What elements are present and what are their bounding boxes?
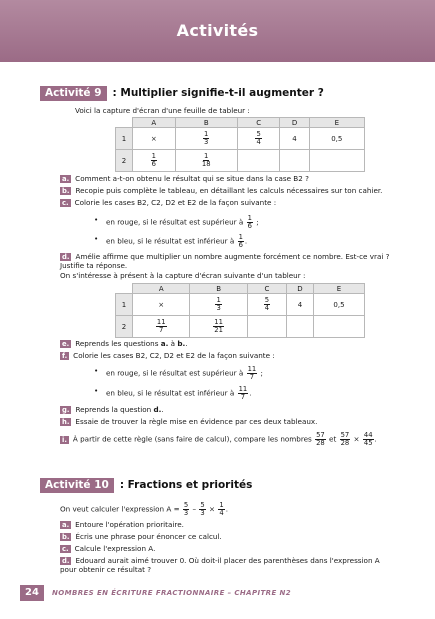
table-row [116, 128, 365, 150]
question-10c: c. Calcule l'expression A. [62, 544, 156, 553]
question-9b: b. Recopie puis complète le tableau, en détaillant les calculs nécessaires sur ton cahier. [62, 186, 383, 195]
cell-a2: $\frac{11}{7}$ [133, 316, 190, 338]
cell-d2 [280, 150, 309, 172]
cell-e2 [309, 150, 364, 172]
table-row [116, 150, 365, 172]
activity-10-intro: On veut calculer l'expression A = $\frac{5}{3}$ – $\frac{5}{3}$ × $\frac{1}{4}$ . [60, 501, 228, 517]
row-header: 1 [116, 294, 133, 316]
activity-10-badge: Activité 10 [40, 478, 114, 493]
page-number: 24 [20, 585, 44, 601]
column-header: E [313, 284, 364, 294]
cell-a1: × [133, 128, 176, 150]
chapter-title: NOMBRES EN ÉCRITURE FRACTIONNAIRE – CHAPITRE N2 [52, 589, 292, 597]
activity-9-intro-2: On s'intéresse à présent à la capture d'écran suivante d'un tableur : [60, 271, 306, 280]
column-header: D [287, 284, 314, 294]
question-9h: h. Essaie de trouver la règle mise en évidence par ces deux tableaux. [62, 417, 318, 426]
spreadsheet-table-1 [115, 117, 365, 172]
row-header: 2 [116, 316, 133, 338]
column-header: A [133, 118, 176, 128]
question-9c: c. Colorie les cases B2, C2, D2 et E2 de la façon suivante : [62, 198, 277, 207]
cell-b2: $\frac{11}{21}$ [190, 316, 247, 338]
question-9i: i. À partir de cette règle (sans faire de calcul), compare les nombres $\frac{57}{28}$ et $\frac{57}{28}$ × $\frac{44}{45}$ . [62, 431, 377, 447]
activity-9-heading [40, 85, 324, 101]
cell-d1: 4 [280, 128, 309, 150]
table-row [116, 294, 365, 316]
question-10d: d. Edouard aurait aimé trouver 0. Où doit-il placer des parenthèses dans l'expression A [62, 556, 380, 565]
bullet-blue-1: • en bleu, si le résultat est inférieur à $\frac{1}{6}$ . [106, 234, 247, 249]
cell-b2: $\frac{1}{18}$ [175, 150, 237, 172]
page-title: Activités [176, 21, 259, 40]
cell-e2 [313, 316, 364, 338]
question-9f: f. Colorie les cases B2, C2, D2 et E2 de la façon suivante : [62, 351, 275, 360]
column-header: E [309, 118, 364, 128]
column-header: C [247, 284, 286, 294]
column-header: C [237, 118, 280, 128]
question-9d: d. Amélie affirme que multiplier un nombre augmente forcément ce nombre. Est-ce vrai ? [62, 252, 390, 261]
activity-10-title: : Fractions et priorités [119, 479, 253, 491]
question-9a: a. Comment a-t-on obtenu le résultat qui se situe dans la case B2 ? [62, 174, 309, 183]
cell-a1: × [133, 294, 190, 316]
question-10a: a. Entoure l'opération prioritaire. [62, 520, 184, 529]
table-row [116, 316, 365, 338]
question-10b: b. Écris une phrase pour énoncer ce calcul. [62, 532, 222, 541]
column-header: B [175, 118, 237, 128]
cell-d2 [287, 316, 314, 338]
bullet-blue-2: • en bleu, si le résultat est inférieur à $\frac{11}{7}$ . [106, 386, 252, 401]
activity-9-title: : Multiplier signifie-t-il augmenter ? [112, 87, 324, 99]
activity-10-heading [40, 477, 252, 493]
row-header: 2 [116, 150, 133, 172]
question-9g: g. Reprends la question d.. [62, 405, 164, 414]
column-header: A [133, 284, 190, 294]
cell-c1: $\frac{5}{4}$ [237, 128, 280, 150]
page-header [0, 0, 435, 62]
bullet-red-1: • en rouge, si le résultat est supérieur à $\frac{1}{6}$ ; [106, 215, 259, 230]
cell-b1: $\frac{1}{3}$ [190, 294, 247, 316]
activity-9-intro: Voici la capture d'écran d'une feuille de tableur : [75, 106, 250, 115]
page-footer [0, 585, 435, 601]
cell-c1: $\frac{5}{4}$ [247, 294, 286, 316]
question-10d-cont: pour obtenir ce résultat ? [60, 565, 152, 574]
spreadsheet-table-2 [115, 283, 365, 338]
cell-c2 [247, 316, 286, 338]
cell-a2: $\frac{1}{6}$ [133, 150, 176, 172]
question-9e: e. Reprends les questions a. à b.. [62, 339, 188, 348]
bullet-red-2: • en rouge, si le résultat est supérieur à $\frac{11}{7}$ ; [106, 366, 263, 381]
column-header: D [280, 118, 309, 128]
cell-d1: 4 [287, 294, 314, 316]
cell-e1: 0,5 [313, 294, 364, 316]
activity-9-badge: Activité 9 [40, 86, 107, 101]
row-header: 1 [116, 128, 133, 150]
cell-e1: 0,5 [309, 128, 364, 150]
cell-c2 [237, 150, 280, 172]
column-header: B [190, 284, 247, 294]
cell-b1: $\frac{1}{3}$ [175, 128, 237, 150]
question-9d-cont: Justifie ta réponse. [60, 261, 128, 270]
